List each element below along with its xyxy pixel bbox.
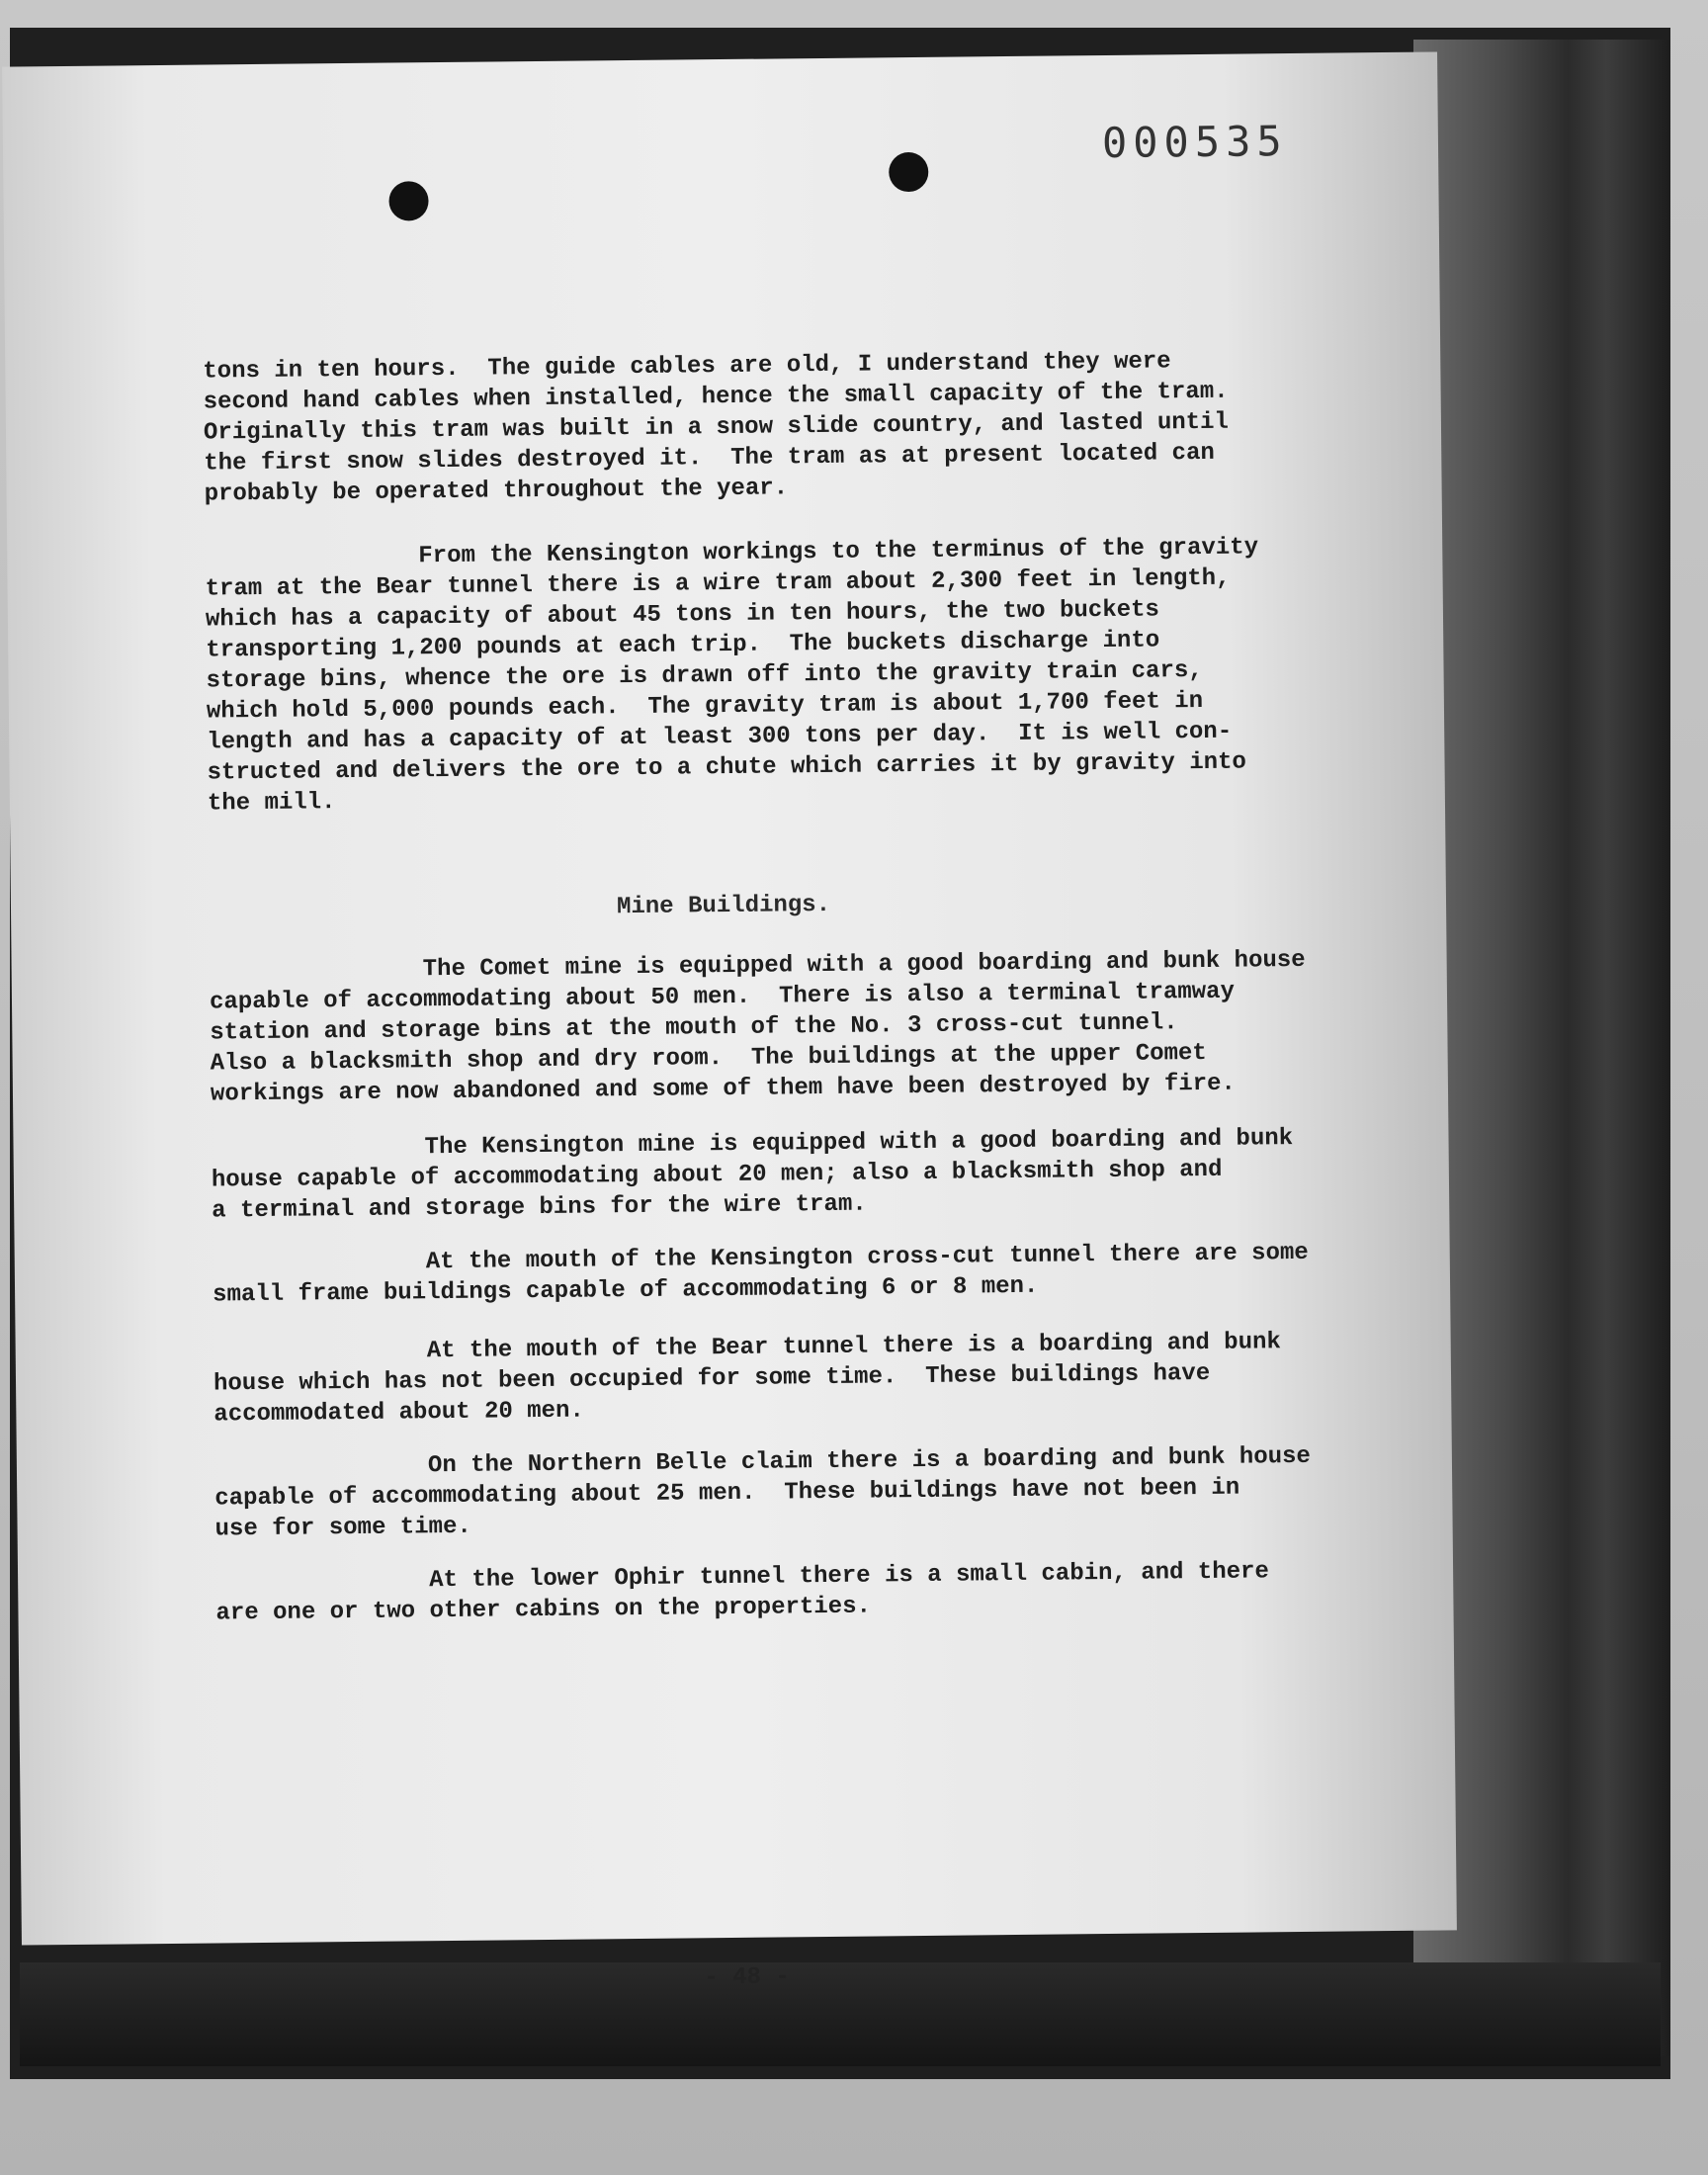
document-number: 000535 xyxy=(1101,117,1288,168)
punch-hole-right xyxy=(889,152,928,192)
paragraph-3: The Comet mine is equipped with a good boarding and bunk house capable of accommodating about 50 men. There is also a terminal tramway station and storage bins at the mouth of the No. 3 cross-cut tunnel. Also a blacksmith shop and dry room. The buildings at the upper Comet workings are now abandoned and some of them have been destroyed by fire. xyxy=(209,946,1306,1108)
punch-hole-left xyxy=(388,181,428,220)
paragraph-7: On the Northern Belle claim there is a boarding and bunk house capable of accommodating about 25 men. These buildings have not been in use for some time. xyxy=(214,1442,1312,1543)
paragraph-4: The Kensington mine is equipped with a good boarding and bunk house capable of accommodating about 20 men; also a blacksmith shop and a terminal and storage bins for the wire tram. xyxy=(211,1125,1294,1225)
paragraph-5: At the mouth of the Kensington cross-cut tunnel there are some small frame buildings capable of accommodating 6 or 8 men. xyxy=(212,1239,1309,1309)
scan-bottom-bar xyxy=(20,1962,1661,2066)
page-number: - 48 - xyxy=(704,1963,790,1992)
paragraph-1: tons in ten hours. The guide cables are old, I understand they were second hand cables when installed, hence the small capacity of the tram. Originally this tram was built in a snow slide country, and lasted until the first snow slides destroyed it. The tram as at present located can probably be operated throughout the year. xyxy=(203,348,1230,508)
document-page xyxy=(2,51,1457,1992)
paragraph-6: At the mouth of the Bear tunnel there is a boarding and bunk house which has not been occupied for some time. These buildings have accommodated about 20 men. xyxy=(213,1329,1282,1429)
section-heading: Mine Buildings. xyxy=(616,891,831,921)
paragraph-8: At the lower Ophir tunnel there is a small cabin, and there are one or two other cabins on the properties. xyxy=(215,1558,1270,1627)
paragraph-2: From the Kensington workings to the terminus of the gravity tram at the Bear tunnel there is a wire tram about 2,300 feet in length, which has a capacity of about 45 tons in ten hours, the two buckets transporting 1,200 pounds at each trip. The buckets discharge into storage bins, whence the ore is drawn off into the gravity train cars, which hold 5,000 pounds each. The gravity tram is about 1,700 feet in length and has a capacity of at least 300 tons per day. It is well con- structed and delivers the ore to a chute which carries it by gravity into the mill. xyxy=(205,534,1259,818)
